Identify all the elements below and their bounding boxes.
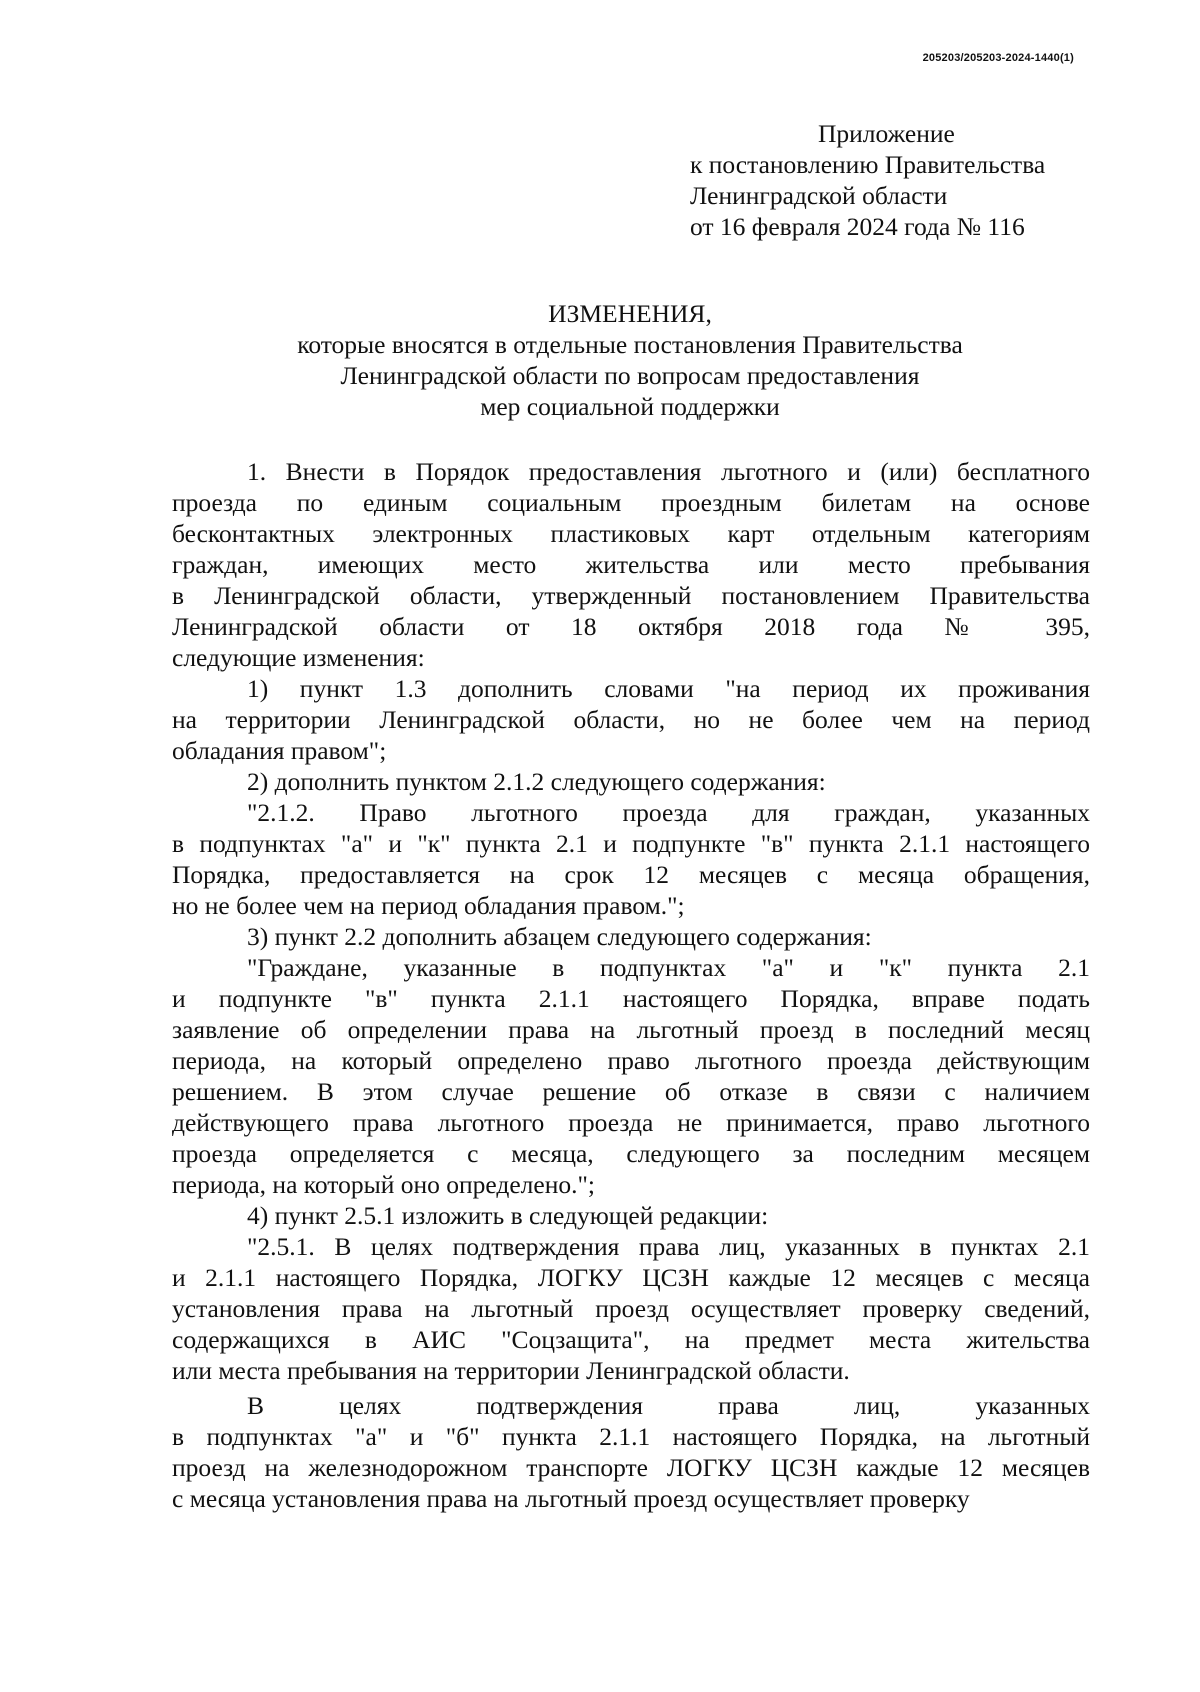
- body-line: проезда определяется с месяца, следующего за последним месяцем: [172, 1139, 1090, 1168]
- body-paragraph: [172, 456, 1090, 673]
- document-body: [172, 456, 1090, 1514]
- body-line: действующего права льготного проезда не принимается, право льготного: [172, 1108, 1090, 1137]
- body-paragraph: [172, 766, 1090, 797]
- body-line: "2.5.1. В целях подтверждения права лиц, указанных в пунктах 2.1: [247, 1232, 1090, 1261]
- body-paragraph: [172, 952, 1090, 1200]
- body-line: проезд на железнодорожном транспорте ЛОГКУ ЦСЗН каждые 12 месяцев: [172, 1453, 1090, 1482]
- body-paragraph: [172, 1200, 1090, 1231]
- body-line: в Ленинградской области, утвержденный постановлением Правительства: [172, 581, 1090, 610]
- body-line: установления права на льготный проезд осуществляет проверку сведений,: [172, 1294, 1090, 1323]
- body-line: в подпунктах "а" и "б" пункта 2.1.1 настоящего Порядка, на льготный: [172, 1422, 1090, 1451]
- body-line: с месяца установления права на льготный проезд осуществляет проверку: [172, 1484, 970, 1513]
- appendix-line: от 16 февраля 2024 года № 116: [690, 212, 1025, 241]
- body-line: периода, на который оно определено.";: [172, 1170, 595, 1199]
- heading-title: ИЗМЕНЕНИЯ,: [548, 299, 712, 328]
- body-line: Ленинградской области от 18 октября 2018 года № 395,: [172, 612, 1090, 641]
- body-paragraph: [172, 797, 1090, 921]
- body-line: 2) дополнить пунктом 2.1.2 следующего содержания:: [247, 767, 826, 796]
- body-line: заявление об определении права на льготный проезд в последний месяц: [172, 1015, 1090, 1044]
- body-line: граждан, имеющих место жительства или место пребывания: [172, 550, 1090, 579]
- document-id: 205203/205203-2024-1440(1): [922, 52, 1074, 64]
- body-paragraph: [172, 1390, 1090, 1514]
- body-line: "Граждане, указанные в подпунктах "а" и "к" пункта 2.1: [247, 953, 1090, 982]
- body-paragraph: [172, 673, 1090, 766]
- appendix-block: [690, 118, 1045, 242]
- body-line: бесконтактных электронных пластиковых карт отдельным категориям: [172, 519, 1090, 548]
- body-line: или места пребывания на территории Ленинградской области.: [172, 1356, 850, 1385]
- body-line: и 2.1.1 настоящего Порядка, ЛОГКУ ЦСЗН каждые 12 месяцев с месяца: [172, 1263, 1090, 1292]
- body-line: 1. Внести в Порядок предоставления льготного и (или) бесплатного: [247, 457, 1090, 486]
- body-line: 3) пункт 2.2 дополнить абзацем следующего содержания:: [247, 922, 872, 951]
- body-line: и подпункте "в" пункта 2.1.1 настоящего Порядка, вправе подать: [172, 984, 1090, 1013]
- body-line: содержащихся в АИС "Соцзащита", на предмет места жительства: [172, 1325, 1090, 1354]
- body-line: 4) пункт 2.5.1 изложить в следующей редакции:: [247, 1201, 769, 1230]
- body-line: Порядка, предоставляется на срок 12 месяцев с месяца обращения,: [172, 860, 1090, 889]
- heading-subtitle-line: мер социальной поддержки: [480, 392, 780, 421]
- body-line: "2.1.2. Право льготного проезда для граждан, указанных: [247, 798, 1090, 827]
- appendix-title: Приложение: [818, 119, 955, 148]
- appendix-line: Ленинградской области: [690, 181, 948, 210]
- body-line: периода, на который определено право льготного проезда действующим: [172, 1046, 1090, 1075]
- body-line: В целях подтверждения права лиц, указанных: [247, 1391, 1090, 1420]
- body-line: на территории Ленинградской области, но не более чем на период: [172, 705, 1090, 734]
- heading-subtitle-line: которые вносятся в отдельные постановления Правительства: [297, 330, 963, 359]
- document-heading: [170, 298, 1090, 422]
- body-paragraph: [172, 921, 1090, 952]
- body-paragraph: [172, 1231, 1090, 1386]
- body-line: в подпунктах "а" и "к" пункта 2.1 и подпункте "в" пункта 2.1.1 настоящего: [172, 829, 1090, 858]
- body-line: 1) пункт 1.3 дополнить словами "на период их проживания: [247, 674, 1090, 703]
- body-line: но не более чем на период обладания правом.";: [172, 891, 685, 920]
- appendix-line: к постановлению Правительства: [690, 150, 1046, 179]
- body-line: обладания правом";: [172, 736, 387, 765]
- heading-subtitle-line: Ленинградской области по вопросам предоставления: [340, 361, 920, 390]
- body-line: проезда по единым социальным проездным билетам на основе: [172, 488, 1090, 517]
- body-line: решением. В этом случае решение об отказе в связи с наличием: [172, 1077, 1090, 1106]
- body-line: следующие изменения:: [172, 643, 425, 672]
